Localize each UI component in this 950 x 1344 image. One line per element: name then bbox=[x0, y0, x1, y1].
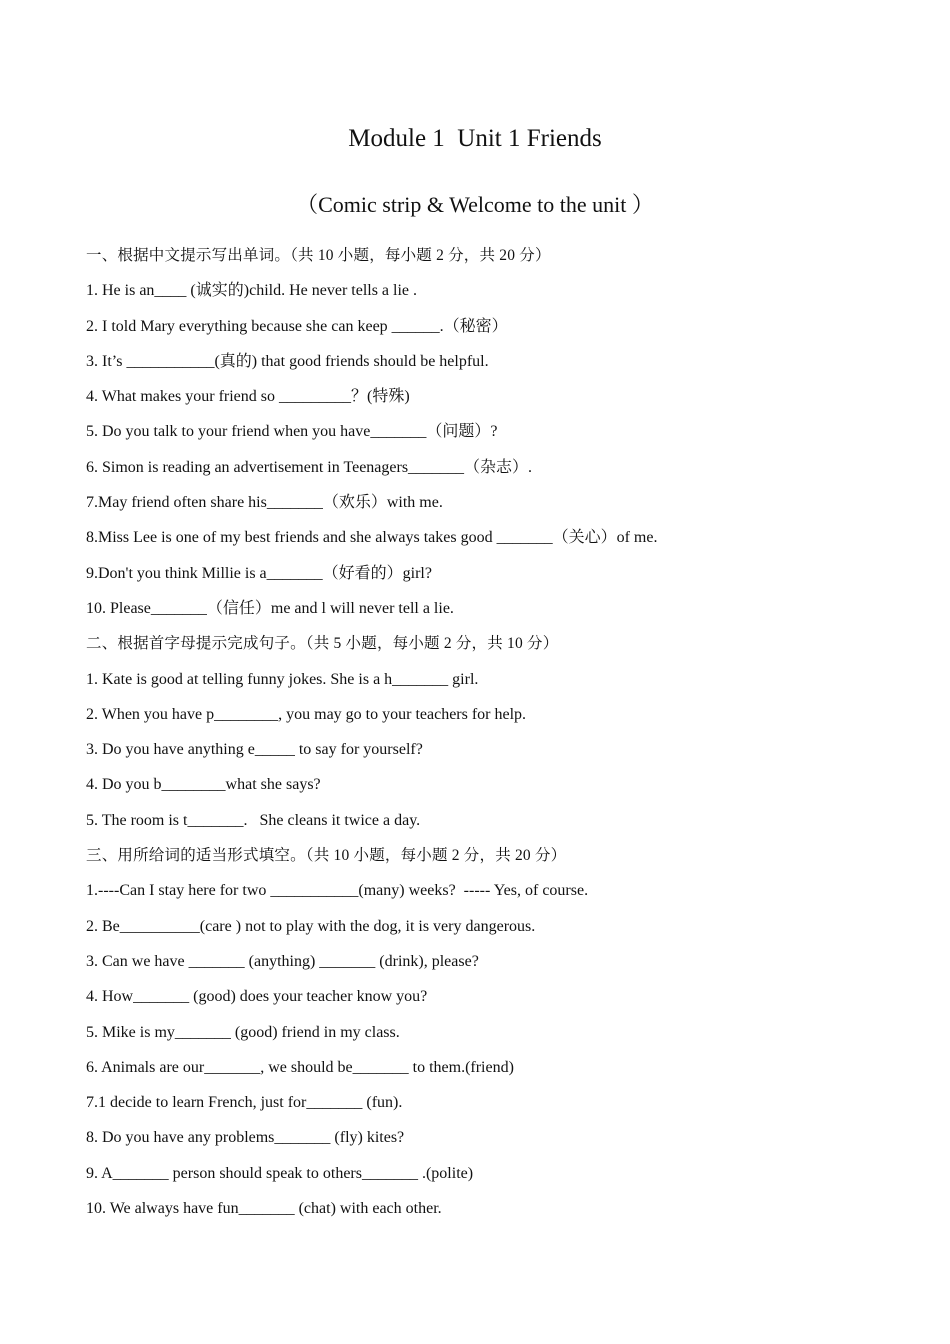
question-line: 5. Do you talk to your friend when you have_______（问题）? bbox=[86, 423, 498, 441]
question-line: 10. We always have fun_______ (chat) with each other. bbox=[86, 1200, 442, 1218]
question-line: 6. Animals are our_______, we should be_______ to them.(friend) bbox=[86, 1058, 514, 1076]
section-heading-2: 二、根据首字母提示完成句子。（共 5 小题，每小题 2 分，共 10 分） bbox=[86, 635, 559, 653]
question-line: 2. When you have p________, you may go to your teachers for help. bbox=[86, 705, 527, 723]
question-line: 2. Be__________(care ) not to play with the dog, it is very dangerous. bbox=[86, 917, 536, 935]
section-heading-3: 三、用所给词的适当形式填空。（共 10 小题，每小题 2 分，共 20 分） bbox=[86, 847, 567, 865]
question-line: 5. The room is t_______. She cleans it twice a day. bbox=[86, 811, 421, 829]
question-line: 3. Can we have _______ (anything) _______ (drink), please? bbox=[86, 952, 479, 970]
question-line: 1.----Can I stay here for two ___________(many) weeks? ----- Yes, of course. bbox=[86, 882, 589, 900]
question-line: 4. Do you b________what she says? bbox=[86, 776, 321, 794]
page-subtitle: （Comic strip & Welcome to the unit ） bbox=[296, 192, 654, 217]
question-line: 7.May friend often share his_______（欢乐）with me. bbox=[86, 494, 443, 512]
question-line: 9.Don't you think Millie is a_______（好看的）girl? bbox=[86, 564, 432, 582]
question-line: 7.1 decide to learn French, just for_______ (fun). bbox=[86, 1094, 403, 1112]
question-line: 3. Do you have anything e_____ to say for yourself? bbox=[86, 741, 423, 759]
question-line: 10. Please_______（信任）me and l will never tell a lie. bbox=[86, 599, 454, 617]
question-line: 4. How_______ (good) does your teacher know you? bbox=[86, 988, 428, 1006]
question-line: 8. Do you have any problems_______ (fly) kites? bbox=[86, 1129, 405, 1147]
question-line: 8.Miss Lee is one of my best friends and she always takes good _______（关心）of me. bbox=[86, 529, 658, 547]
question-line: 5. Mike is my_______ (good) friend in my class. bbox=[86, 1023, 400, 1041]
question-line: 6. Simon is reading an advertisement in Teenagers_______（杂志）. bbox=[86, 458, 533, 476]
question-line: 3. It’s ___________(真的) that good friends should be helpful. bbox=[86, 352, 489, 370]
section-heading-1: 一、根据中文提示写出单词。（共 10 小题，每小题 2 分，共 20 分） bbox=[86, 247, 551, 264]
question-line: 1. Kate is good at telling funny jokes. She is a h_______ girl. bbox=[86, 670, 479, 688]
question-line: 1. He is an____ (诚实的)child. He never tells a lie . bbox=[86, 282, 418, 300]
question-line: 2. I told Mary everything because she can keep ______.（秘密） bbox=[86, 317, 508, 335]
question-line: 9. A_______ person should speak to others_______ .(polite) bbox=[86, 1164, 474, 1182]
question-line: 4. What makes your friend so _________？(特殊) bbox=[86, 388, 410, 406]
page-title: Module 1 Unit 1 Friends bbox=[348, 125, 602, 152]
exercise-body bbox=[86, 244, 886, 1232]
